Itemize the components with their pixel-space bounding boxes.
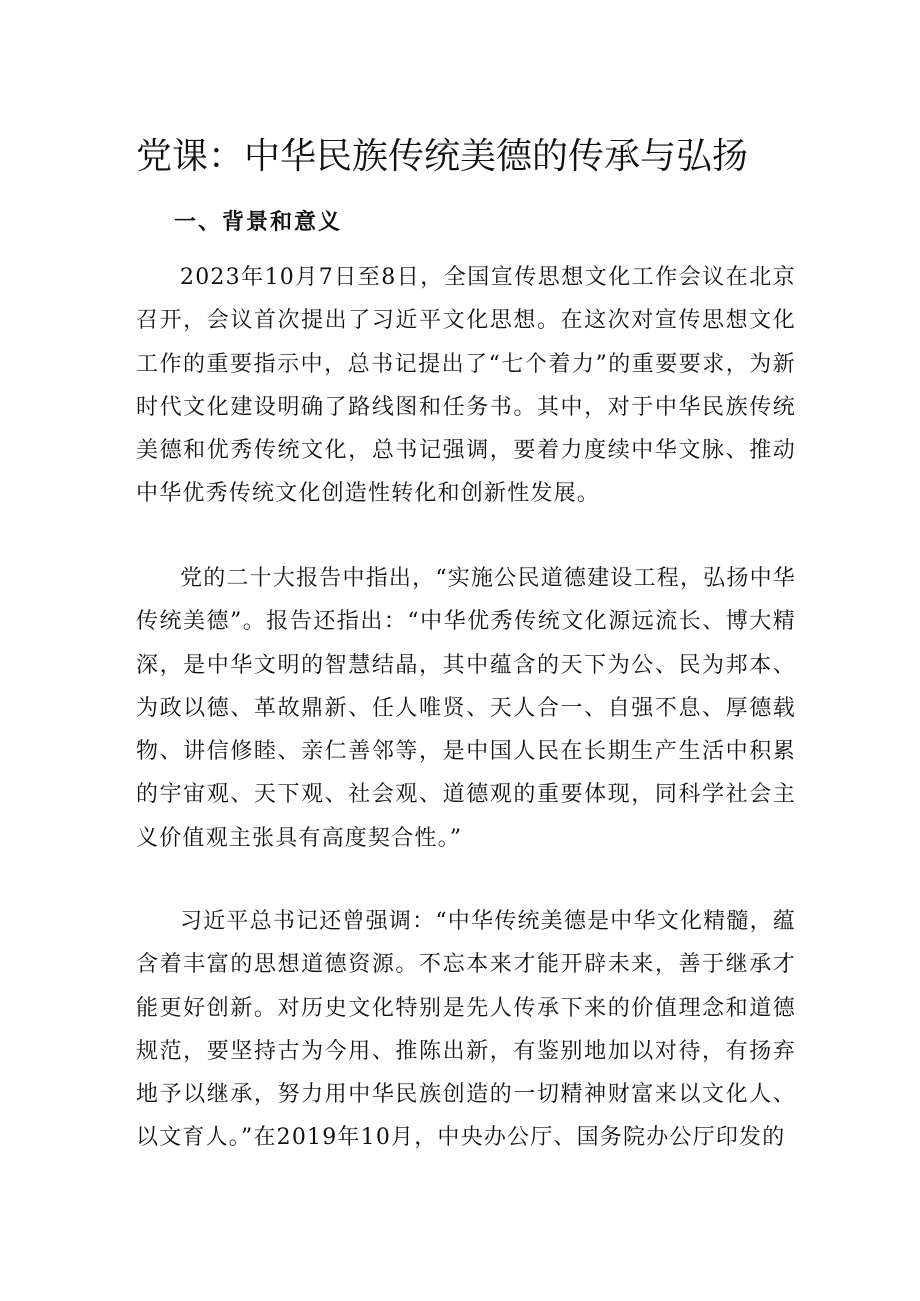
section-heading: 一、背景和意义 xyxy=(174,209,343,235)
paragraph-1: 2023年10月7日至8日，全国宣传思想文化工作会议在北京召开，会议首次提出了习近平文化思想。在这次对宣传思想文化工作的重要指示中，总书记提出了“七个着力”的重要要求，为新时代文化建设明确了路线图和任务书。其中，对于中华民族传统美德和优秀传统文化，总书记强调，要着力度续中华文脉、推动中华优秀传统文化创造性转化和创新性发展。 xyxy=(136,265,796,507)
paragraph-3: 习近平总书记还曾强调：“中华传统美德是中华文化精髓，蕴含着丰富的思想道德资源。不忘本来才能开辟未来，善于继承才能更好创新。对历史文化特别是先人传承下来的价值理念和道德规范，要坚持古为今用、推陈出新，有鉴别地加以对待，有扬弃地予以继承，努力用中华民族创造的一切精神财富来以文化人、以文育人。”在2019年10月，中央办公厅、国务院办公厅印发的 xyxy=(136,909,796,1151)
paragraph-2: 党的二十大报告中指出，“实施公民道德建设工程，弘扬中华传统美德”。报告还指出：“中华优秀传统文化源远流长、博大精深，是中华文明的智慧结晶，其中蕴含的天下为公、民为邦本、为政以德、革故鼎新、任人唯贤、天人合一、自强不息、厚德载物、讲信修睦、亲仁善邻等，是中国人民在长期生产生活中积累的宇宙观、天下观、社会观、道德观的重要体现，同科学社会主义价值观主张具有高度契合性。” xyxy=(136,566,796,851)
document-title: 党课：中华民族传统美德的传承与弘扬 xyxy=(136,136,749,177)
